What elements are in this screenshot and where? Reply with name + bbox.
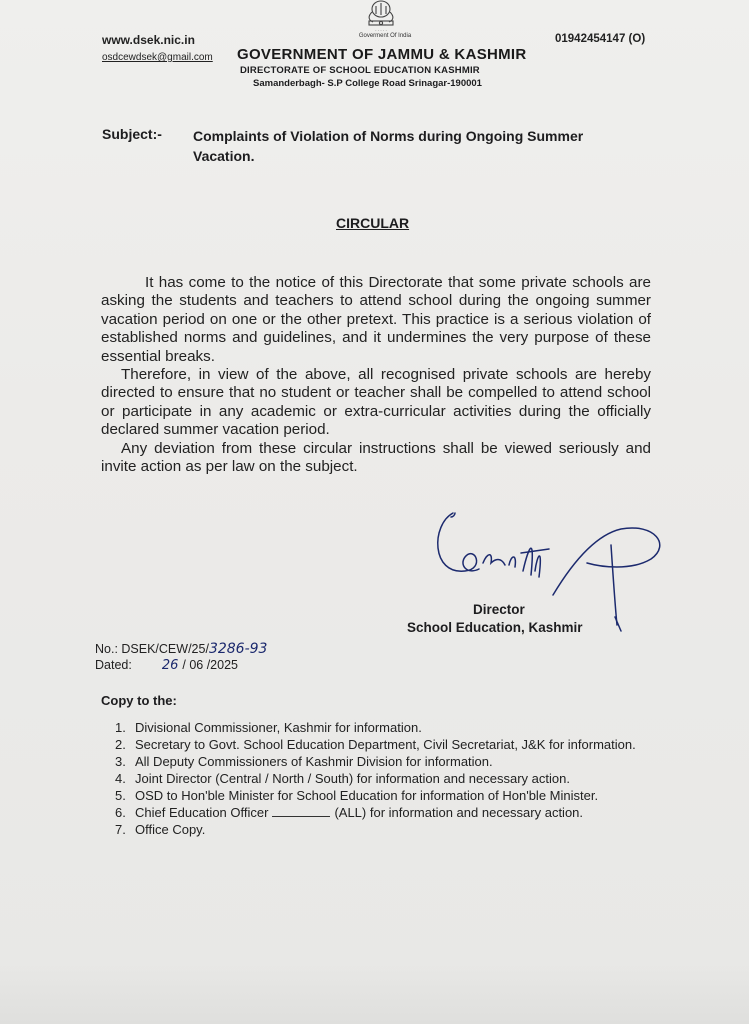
circular-heading: CIRCULAR xyxy=(336,215,410,231)
paper-shadow xyxy=(0,960,749,1024)
signatory-title: Director xyxy=(473,602,525,617)
dated-label: Dated: xyxy=(95,658,132,672)
email-link[interactable]: osdcewdsek@gmail.com xyxy=(102,52,213,63)
subject-label: Subject:- xyxy=(102,126,162,142)
list-item: 1. Divisional Commissioner, Kashmir for information. xyxy=(115,720,422,735)
office-address: Samanderbagh- S.P College Road Srinagar-190001 xyxy=(253,78,482,89)
dated-day-handwritten: 26 xyxy=(161,658,179,673)
blank-line xyxy=(272,806,330,817)
signatory-department: School Education, Kashmir xyxy=(407,620,583,635)
government-title: GOVERNMENT OF JAMMU & KASHMIR xyxy=(237,46,527,63)
reference-handwritten: 3286-93 xyxy=(208,641,268,657)
subject-text: Complaints of Violation of Norms during Ongoing Summer Vacation. xyxy=(193,128,584,164)
list-item: 2. Secretary to Govt. School Education Department, Civil Secretariat, J&K for information. xyxy=(115,737,636,752)
body-paragraph-1: It has come to the notice of this Directorate that some private schools are asking the students and teachers to attend school during the ongoing summer vacation period on one or the other pretext. This practice is a serious violation of established norms and guidelines, and it undermines the very purpose of these essential breaks. xyxy=(101,274,651,365)
list-item: 3. All Deputy Commissioners of Kashmir Division for information. xyxy=(115,754,493,769)
reference-number xyxy=(95,641,267,657)
dated-rest: / 06 /2025 xyxy=(182,658,238,672)
list-item: 7. Office Copy. xyxy=(115,822,206,837)
copy-to-list xyxy=(115,720,645,839)
state-emblem-icon xyxy=(358,0,404,34)
director-signature xyxy=(425,505,675,635)
directorate-name: DIRECTORATE OF SCHOOL EDUCATION KASHMIR xyxy=(240,65,480,76)
copy-to-heading: Copy to the: xyxy=(101,693,177,708)
list-item: 4. Joint Director (Central / North / South) for information and necessary action. xyxy=(115,771,570,786)
body-paragraph-3: Any deviation from these circular instructions shall be viewed seriously and invite action as per law on the subject. xyxy=(101,439,651,476)
phone-number: 01942454147 (O) xyxy=(555,33,646,45)
website-link[interactable]: www.dsek.nic.in xyxy=(102,33,195,47)
circular-body xyxy=(101,274,651,476)
body-paragraph-2: Therefore, in view of the above, all recognised private schools are hereby directed to ensure that no student or teacher shall be compelled to attend school or participate in any academic or extra-curricular activities during the officially declared summer vacation period. xyxy=(101,366,651,439)
reference-date xyxy=(95,658,238,673)
svg-text:· · · · ·: · · · · · xyxy=(375,28,387,33)
reference-prefix: No.: DSEK/CEW/25/ xyxy=(95,642,209,656)
emblem-caption: Goverment Of India xyxy=(358,33,412,39)
list-item: 5. OSD to Hon'ble Minister for School Education for information of Hon'ble Minister. xyxy=(115,788,599,803)
list-item: 6. Chief Education Officer (ALL) for information and necessary action. xyxy=(115,805,584,820)
